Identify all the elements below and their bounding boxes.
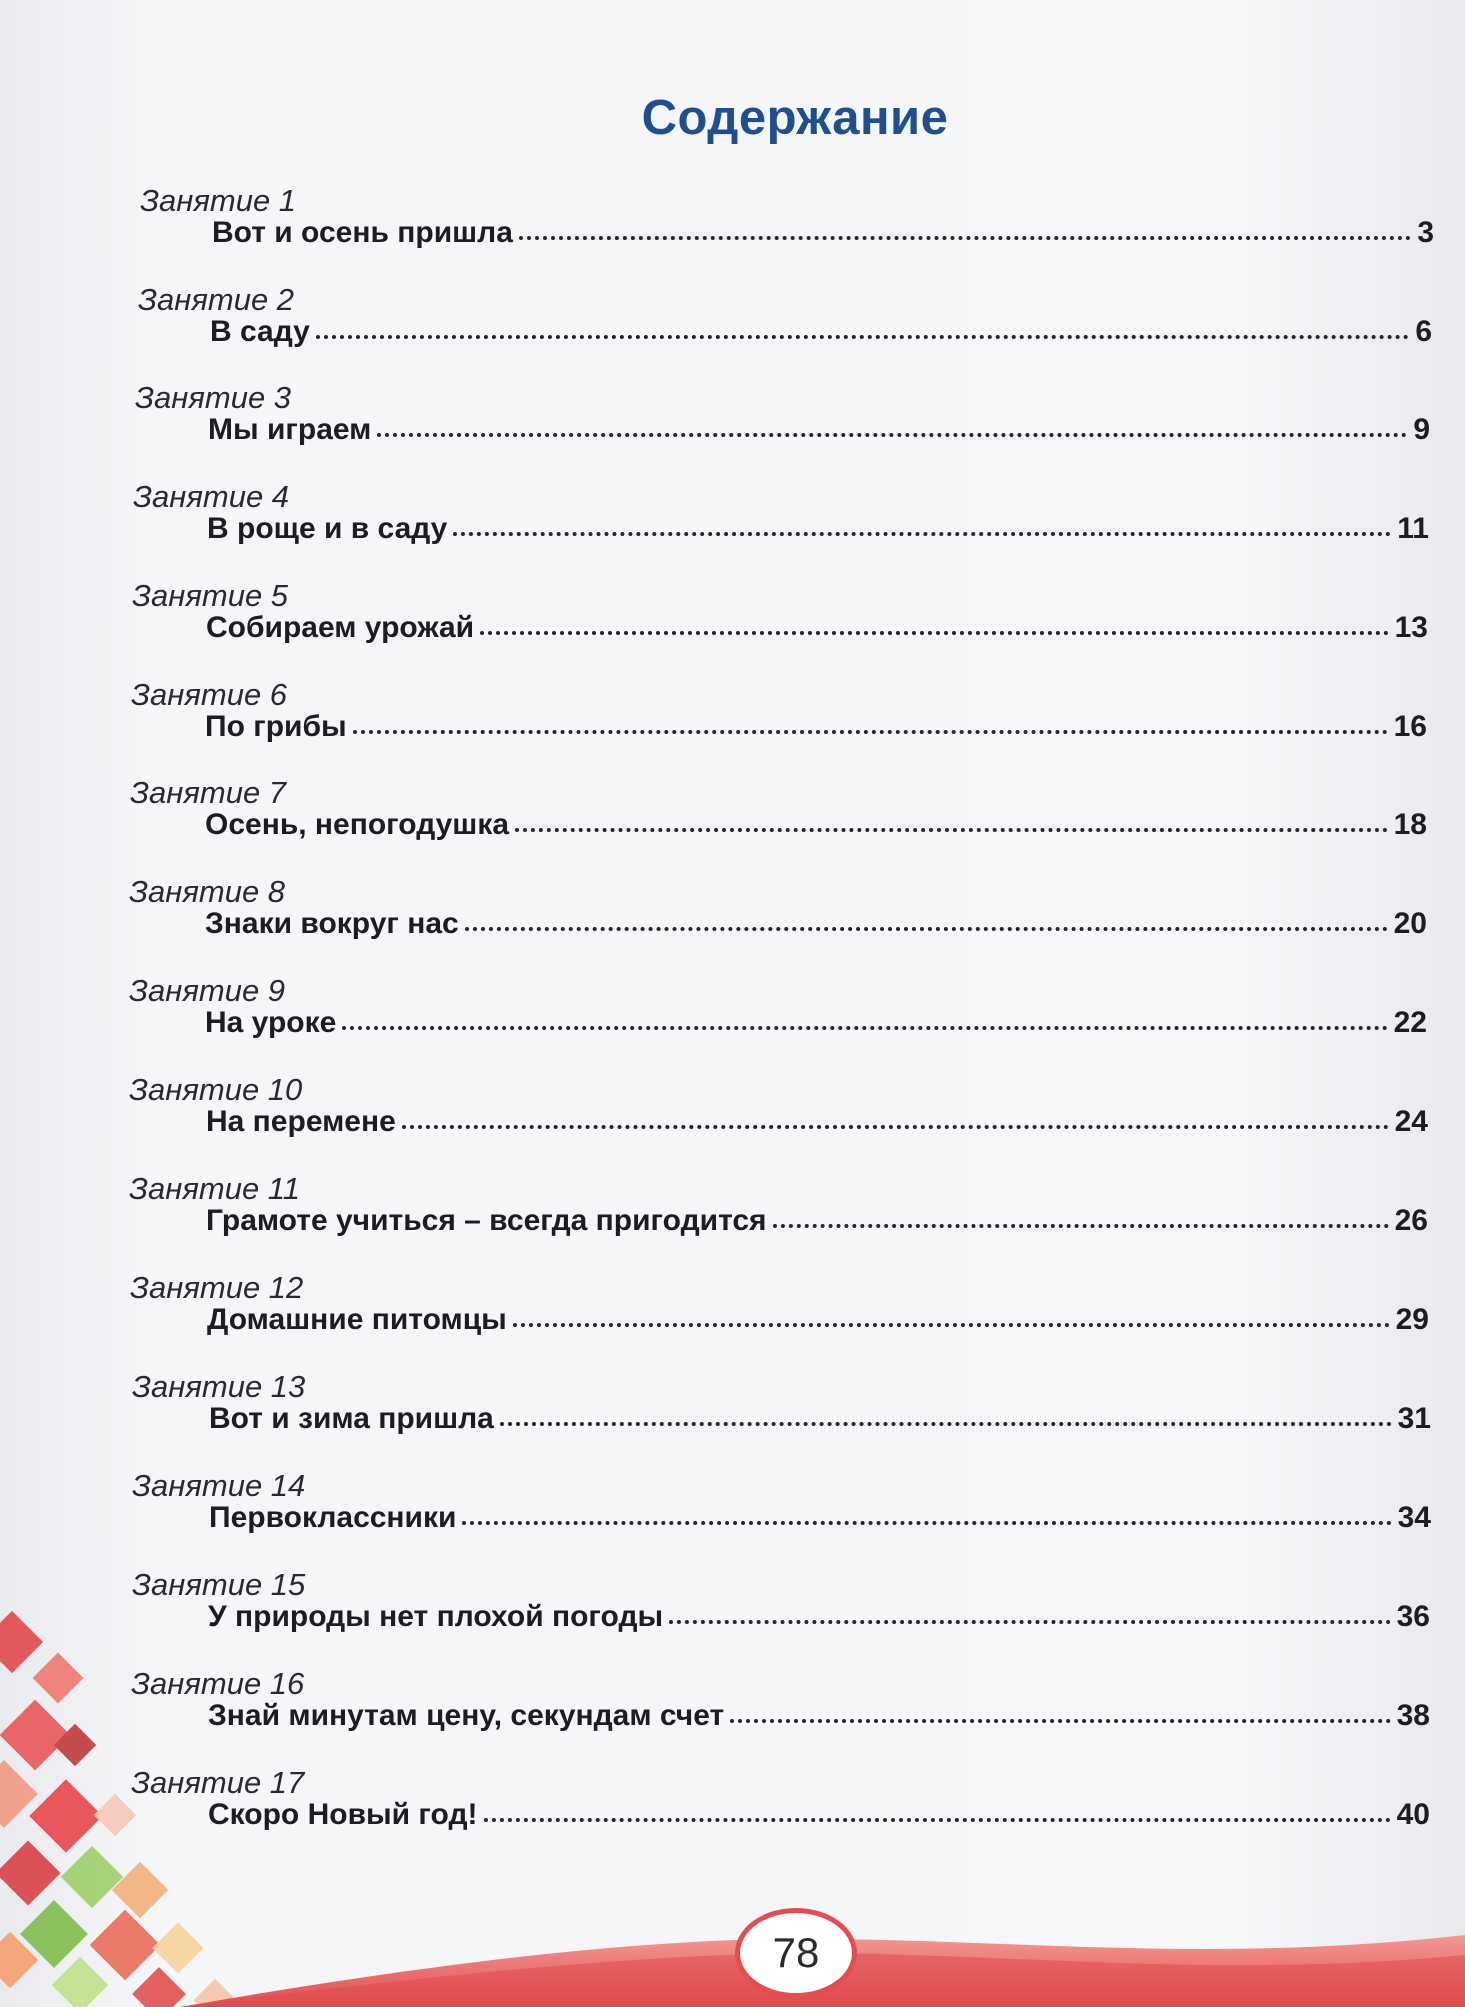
lesson-label: Занятие 16 [131,1666,305,1701]
dot-leader [773,1218,1389,1228]
entry-title: Скоро Новый год! [208,1798,478,1831]
entry-page-number: 20 [1393,907,1427,940]
entry-page-number: 40 [1396,1798,1430,1831]
lesson-label: Занятие 6 [131,677,288,712]
lesson-label: Занятие 14 [132,1468,306,1503]
entry-page-number: 29 [1395,1303,1429,1336]
toc-entry[interactable] [0,1072,1465,1172]
entry-title: Знай минутам цену, секундам счет [208,1699,725,1732]
entry-title: На перемене [206,1105,396,1138]
entry-page-number: 3 [1417,216,1434,249]
entry-page-number: 18 [1393,808,1427,841]
dot-leader [453,526,1391,536]
lesson-label: Занятие 1 [140,183,297,218]
lesson-label: Занятие 3 [135,380,292,415]
lesson-label: Занятие 5 [132,578,289,613]
entry-page-number: 38 [1396,1699,1430,1732]
dot-leader [669,1614,1391,1624]
entry-page-number: 6 [1415,315,1432,348]
entry-page-number: 9 [1413,413,1430,446]
toc-line [208,1798,1430,1842]
entry-page-number: 16 [1393,710,1427,743]
lesson-label: Занятие 15 [132,1567,306,1602]
dot-leader [515,822,1388,832]
dot-leader [480,625,1389,635]
entry-page-number: 24 [1394,1105,1428,1138]
toc-entry[interactable] [0,1270,1465,1370]
entry-page-number: 22 [1393,1006,1427,1039]
entry-title: Вот и зима пришла [209,1402,494,1435]
toc-line [212,216,1434,260]
entry-title: Первоклассники [209,1501,457,1534]
entry-title: Мы играем [208,413,372,446]
toc-entry[interactable] [0,1468,1465,1568]
lesson-label: Занятие 12 [130,1270,304,1305]
entry-title: По грибы [205,710,347,743]
lesson-label: Занятие 7 [130,775,287,810]
toc-entry[interactable] [0,1171,1465,1271]
entry-page-number: 34 [1397,1501,1431,1534]
lesson-label: Занятие 8 [129,874,286,909]
toc-line [205,1006,1427,1050]
toc-entry[interactable] [0,183,1465,283]
dot-leader [377,427,1407,437]
entry-title: В роще и в саду [207,512,448,545]
entry-title: Знаки вокруг нас [205,907,459,940]
entry-title: Осень, непогодушка [205,808,510,841]
lesson-label: Занятие 9 [129,973,286,1008]
entry-page-number: 26 [1394,1204,1428,1237]
entry-page-number: 31 [1397,1402,1431,1435]
dot-leader [342,1020,1387,1030]
lesson-label: Занятие 13 [132,1369,306,1404]
dot-leader [500,1416,1392,1426]
toc-line [208,413,1430,457]
entry-title: Вот и осень пришла [212,216,513,249]
page-title: Содержание [641,91,949,145]
entry-title: У природы нет плохой погоды [208,1600,664,1633]
toc-entry[interactable] [0,973,1465,1073]
dot-leader [465,921,1388,931]
toc-line [206,611,1428,655]
entry-title: На уроке [205,1006,337,1039]
toc-entry[interactable] [0,1369,1465,1469]
dot-leader [513,1317,1390,1327]
toc-entry[interactable] [0,380,1465,480]
toc-line [207,1303,1429,1347]
lesson-label: Занятие 11 [129,1171,300,1206]
toc-line [205,907,1427,951]
toc-line [205,710,1427,754]
toc-line [208,1600,1430,1644]
dot-leader [730,1713,1390,1723]
toc-line [208,1699,1430,1743]
dot-leader [353,724,1388,734]
lesson-label: Занятие 2 [138,282,295,317]
toc-line [206,1204,1428,1248]
toc-entry[interactable] [0,578,1465,678]
toc-entry[interactable] [0,775,1465,875]
dot-leader [316,329,1409,339]
entry-title: Грамоте учиться – всегда пригодится [206,1204,767,1237]
page-number-badge [735,1908,857,1998]
toc-entry[interactable] [0,874,1465,974]
toc-line [209,1402,1431,1446]
entry-page-number: 11 [1397,512,1429,545]
dot-leader [519,230,1411,240]
toc-entry[interactable] [0,479,1465,579]
toc-line [209,1501,1431,1545]
entry-page-number: 13 [1394,611,1428,644]
lesson-label: Занятие 17 [131,1765,305,1800]
dot-leader [484,1812,1391,1822]
toc-line [207,512,1429,556]
entry-title: Собираем урожай [206,611,475,644]
dot-leader [462,1515,1391,1525]
toc-line [210,315,1432,359]
lesson-label: Занятие 10 [129,1072,303,1107]
toc-line [205,808,1427,852]
lesson-label: Занятие 4 [133,479,290,514]
page-number: 78 [772,1929,820,1976]
toc-entry[interactable] [0,282,1465,382]
toc-line [206,1105,1428,1149]
entry-title: Домашние питомцы [207,1303,507,1336]
dot-leader [402,1119,1389,1129]
toc-entry[interactable] [0,677,1465,777]
entry-page-number: 36 [1396,1600,1430,1633]
entry-title: В саду [210,315,310,348]
footer-wave [0,1895,1465,2007]
